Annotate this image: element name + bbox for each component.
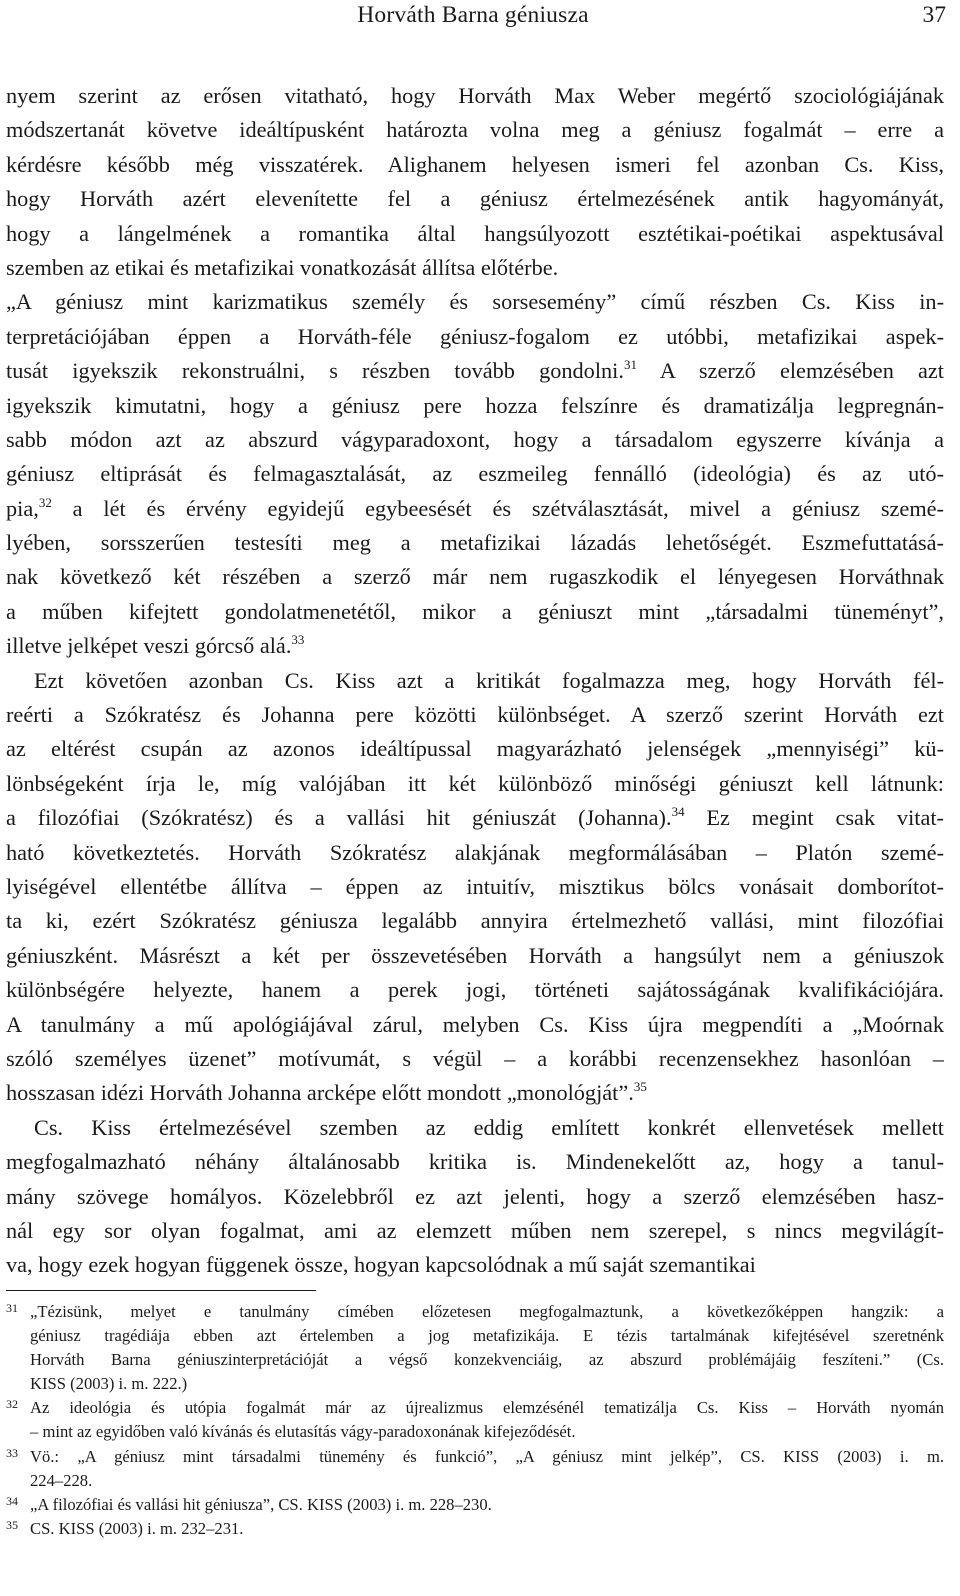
- footnote-reference[interactable]: 31: [623, 357, 637, 373]
- text-line: megfogalmazható néhány általánosabb kritika is. Mindenekelőtt az, hogy a tanul-: [6, 1149, 944, 1175]
- text-segment: hosszasan idézi Horváth Johanna arcképe előtt mondott „monológját”.: [6, 1080, 634, 1106]
- footnote-separator: [6, 1290, 316, 1291]
- footnote-line: [6, 1324, 944, 1348]
- text-line: „A géniusz mint karizmatikus személy és sorsesemény” című részben Cs. Kiss in-: [6, 289, 944, 315]
- text-line: va, hogy ezek hogyan függenek össze, hogyan kapcsolódnak a mű saját szemantikai: [6, 1252, 756, 1278]
- footnote-number: 34: [6, 1493, 18, 1508]
- text-line: hogy a lángelmének a romantika által hangsúlyozott esztétikai-poétikai aspektusával: [6, 220, 944, 246]
- text-line: nak következő két részében a szerző már nem rugaszkodik el lényegesen Horváthnak: [6, 564, 944, 590]
- text-line: reérti a Szókratész és Johanna pere közötti különbséget. A szerző szerint Horváth ezt: [6, 702, 944, 728]
- footnote-text: KISS (2003) i. m. 222.): [30, 1374, 188, 1394]
- text-segment: pia,: [6, 495, 39, 521]
- footnote-text: Horváth Barna géniuszinterpretációját a végső konzekvenciáig, az abszurd problémájáig feszíteni.” (Cs.: [30, 1350, 944, 1370]
- text-line: hogy Horváth azért elevenítette fel a géniusz értelmezésének antik hagyományát,: [6, 186, 944, 212]
- footnote-33: [6, 1445, 944, 1493]
- footnote-text: géniusz tragédiája ebben azt értelemben a jog metafizikája. E tézis tartalmának kifejtésével szeretnénk: [30, 1326, 944, 1346]
- footnote-line: [6, 1396, 944, 1420]
- footnote-32: [6, 1396, 944, 1444]
- footnote-number: 31: [6, 1301, 18, 1315]
- text-segment: Ez megint csak vitat-: [684, 805, 944, 831]
- footnote-text: „A filozófiai és vallási hit géniusza”, CS. KISS (2003) i. m. 228–230.: [30, 1494, 492, 1514]
- text-segment: a lét és érvény egyidejű egybeesését és szétválasztását, mivel a géniusz szemé-: [51, 495, 944, 521]
- footnote-reference[interactable]: 35: [633, 1079, 647, 1095]
- footnotes: [6, 1300, 944, 1541]
- footnote-34: [6, 1493, 944, 1517]
- footnote-line: [6, 1372, 944, 1396]
- footnote-text: „Tézisünk, melyet e tanulmány címében előzetesen megfogalmaztunk, a következőképpen hangzik: a: [30, 1302, 944, 1321]
- text-segment: A szerző elemzésében azt: [636, 358, 944, 384]
- running-header: [0, 0, 960, 34]
- text-line: géniuszként. Másrészt a két per összevetésében Horváth a hangsúlyt nem a géniuszok: [6, 942, 944, 968]
- text-line: Cs. Kiss értelmezésével szemben az eddig említett konkrét ellenvetések mellett: [34, 1114, 944, 1140]
- text-line: nál egy sor olyan fogalmat, ami az elemzett műben nem szerepel, s nincs megvilágít-: [6, 1217, 944, 1243]
- text-line: A tanulmány a mű apológiájával zárul, melyben Cs. Kiss újra megpendíti a „Moórnak: [6, 1011, 944, 1037]
- body-text: [6, 79, 944, 1283]
- text-line: az eltérést csupán az azonos ideáltípussal magyarázható jelenségek „mennyiségi” kü-: [6, 736, 944, 762]
- text-line: [6, 629, 944, 663]
- text-line: kérdésre később még visszatérek. Alighanem helyesen ismeri fel azonban Cs. Kiss,: [6, 151, 944, 177]
- page-number: 37: [922, 2, 946, 28]
- text-line: lyében, sorsszerűen testesíti meg a metafizikai lázadás lehetőségét. Eszmefuttatásá-: [6, 530, 944, 556]
- footnote-line: [6, 1420, 944, 1444]
- running-title: Horváth Barna géniusza: [357, 2, 589, 28]
- text-line: igyekszik kimutatni, hogy a géniusz pere hozza felszínre és dramatizálja legpregnán-: [6, 392, 944, 418]
- text-line: [6, 492, 944, 526]
- footnote-reference[interactable]: 34: [671, 804, 685, 820]
- text-segment: illetve jelképet veszi górcső alá.: [6, 633, 292, 659]
- footnote-reference[interactable]: 32: [38, 494, 52, 510]
- footnote-line: [6, 1348, 944, 1372]
- footnote-line: [6, 1517, 944, 1541]
- footnote-31: [6, 1300, 944, 1396]
- text-line: [6, 1076, 944, 1110]
- footnote-reference[interactable]: 33: [291, 632, 305, 648]
- text-line: terpretációjában éppen a Horváth-féle géniusz-fogalom ez utóbbi, metafizikai aspek-: [6, 323, 944, 349]
- text-line: különbségére helyezte, hanem a perek jogi, történeti sajátosságának kvalifikációjára.: [6, 977, 944, 1003]
- footnote-line: [6, 1469, 944, 1493]
- text-line: géniusz eltiprását és felmagasztalását, az eszmeileg fennálló (ideológia) és az utó-: [6, 461, 944, 487]
- footnote-line: [6, 1300, 944, 1324]
- text-line: szóló személyes üzenet” motívumát, s végül – a korábbi recenzensekhez hasonlóan –: [6, 1045, 944, 1071]
- text-line: lönbségeként írja le, míg valójában itt két különböző minőségi géniuszt kell látnunk:: [6, 770, 944, 796]
- footnote-text: 224–228.: [30, 1470, 93, 1490]
- footnote-number: 33: [6, 1445, 18, 1460]
- text-line: mány szövege homályos. Közelebbről ez azt jelenti, hogy a szerző elemzésében hasz-: [6, 1183, 944, 1209]
- footnote-number: 35: [6, 1517, 18, 1532]
- footnote-text: Az ideológia és utópia fogalmát már az újrealizmus elemzésénél tematizálja Cs. Kiss – Horváth nyomán: [30, 1398, 944, 1418]
- text-line: [6, 801, 944, 835]
- footnote-line: [6, 1445, 944, 1469]
- text-segment: a filozófiai (Szókratész) és a vallási hit géniuszát (Johanna).: [6, 805, 672, 831]
- footnote-line: [6, 1493, 944, 1517]
- text-line: szemben az etikai és metafizikai vonatkozását állítsa előtérbe.: [6, 254, 559, 280]
- footnote-text: Vö.: „A géniusz mint társadalmi tünemény és funkció”, „A géniusz mint jelkép”, CS. KISS (2003) i. m.: [30, 1446, 944, 1466]
- text-line: módszertanát követve ideáltípusként határozta volna meg a géniusz fogalmát – erre a: [6, 117, 944, 143]
- text-line: ta ki, ezért Szókratész géniusza legalább annyira értelmezhető vallási, mint filozófiai: [6, 908, 944, 934]
- text-line: a műben kifejtett gondolatmenetétől, mikor a géniuszt mint „társadalmi tüneményt”,: [6, 598, 944, 624]
- footnote-text: – mint az egyidőben való kívánás és elutasítás vágy-paradoxonának kifejeződését.: [30, 1422, 576, 1442]
- text-line: lyiségével ellentétbe állítva – éppen az intuitív, misztikus bölcs vonásait domborítot-: [6, 873, 944, 899]
- footnote-number: 32: [6, 1397, 18, 1412]
- text-line: ható következtetés. Horváth Szókratész alakjának megformálásában – Platón szemé-: [6, 839, 944, 865]
- text-line: nyem szerint az erősen vitatható, hogy Horváth Max Weber megértő szociológiájának: [6, 83, 944, 108]
- text-segment: tusát igyekszik rekonstruálni, s részben tovább gondolni.: [6, 358, 624, 384]
- text-line: [6, 354, 944, 388]
- footnote-text: CS. KISS (2003) i. m. 232–231.: [30, 1518, 244, 1538]
- text-line: Ezt követően azonban Cs. Kiss azt a kritikát fogalmazza meg, hogy Horváth fél-: [34, 667, 944, 693]
- text-line: sabb módon azt az abszurd vágyparadoxont, hogy a társadalom egyszerre kívánja a: [6, 426, 944, 452]
- footnote-35: [6, 1517, 944, 1541]
